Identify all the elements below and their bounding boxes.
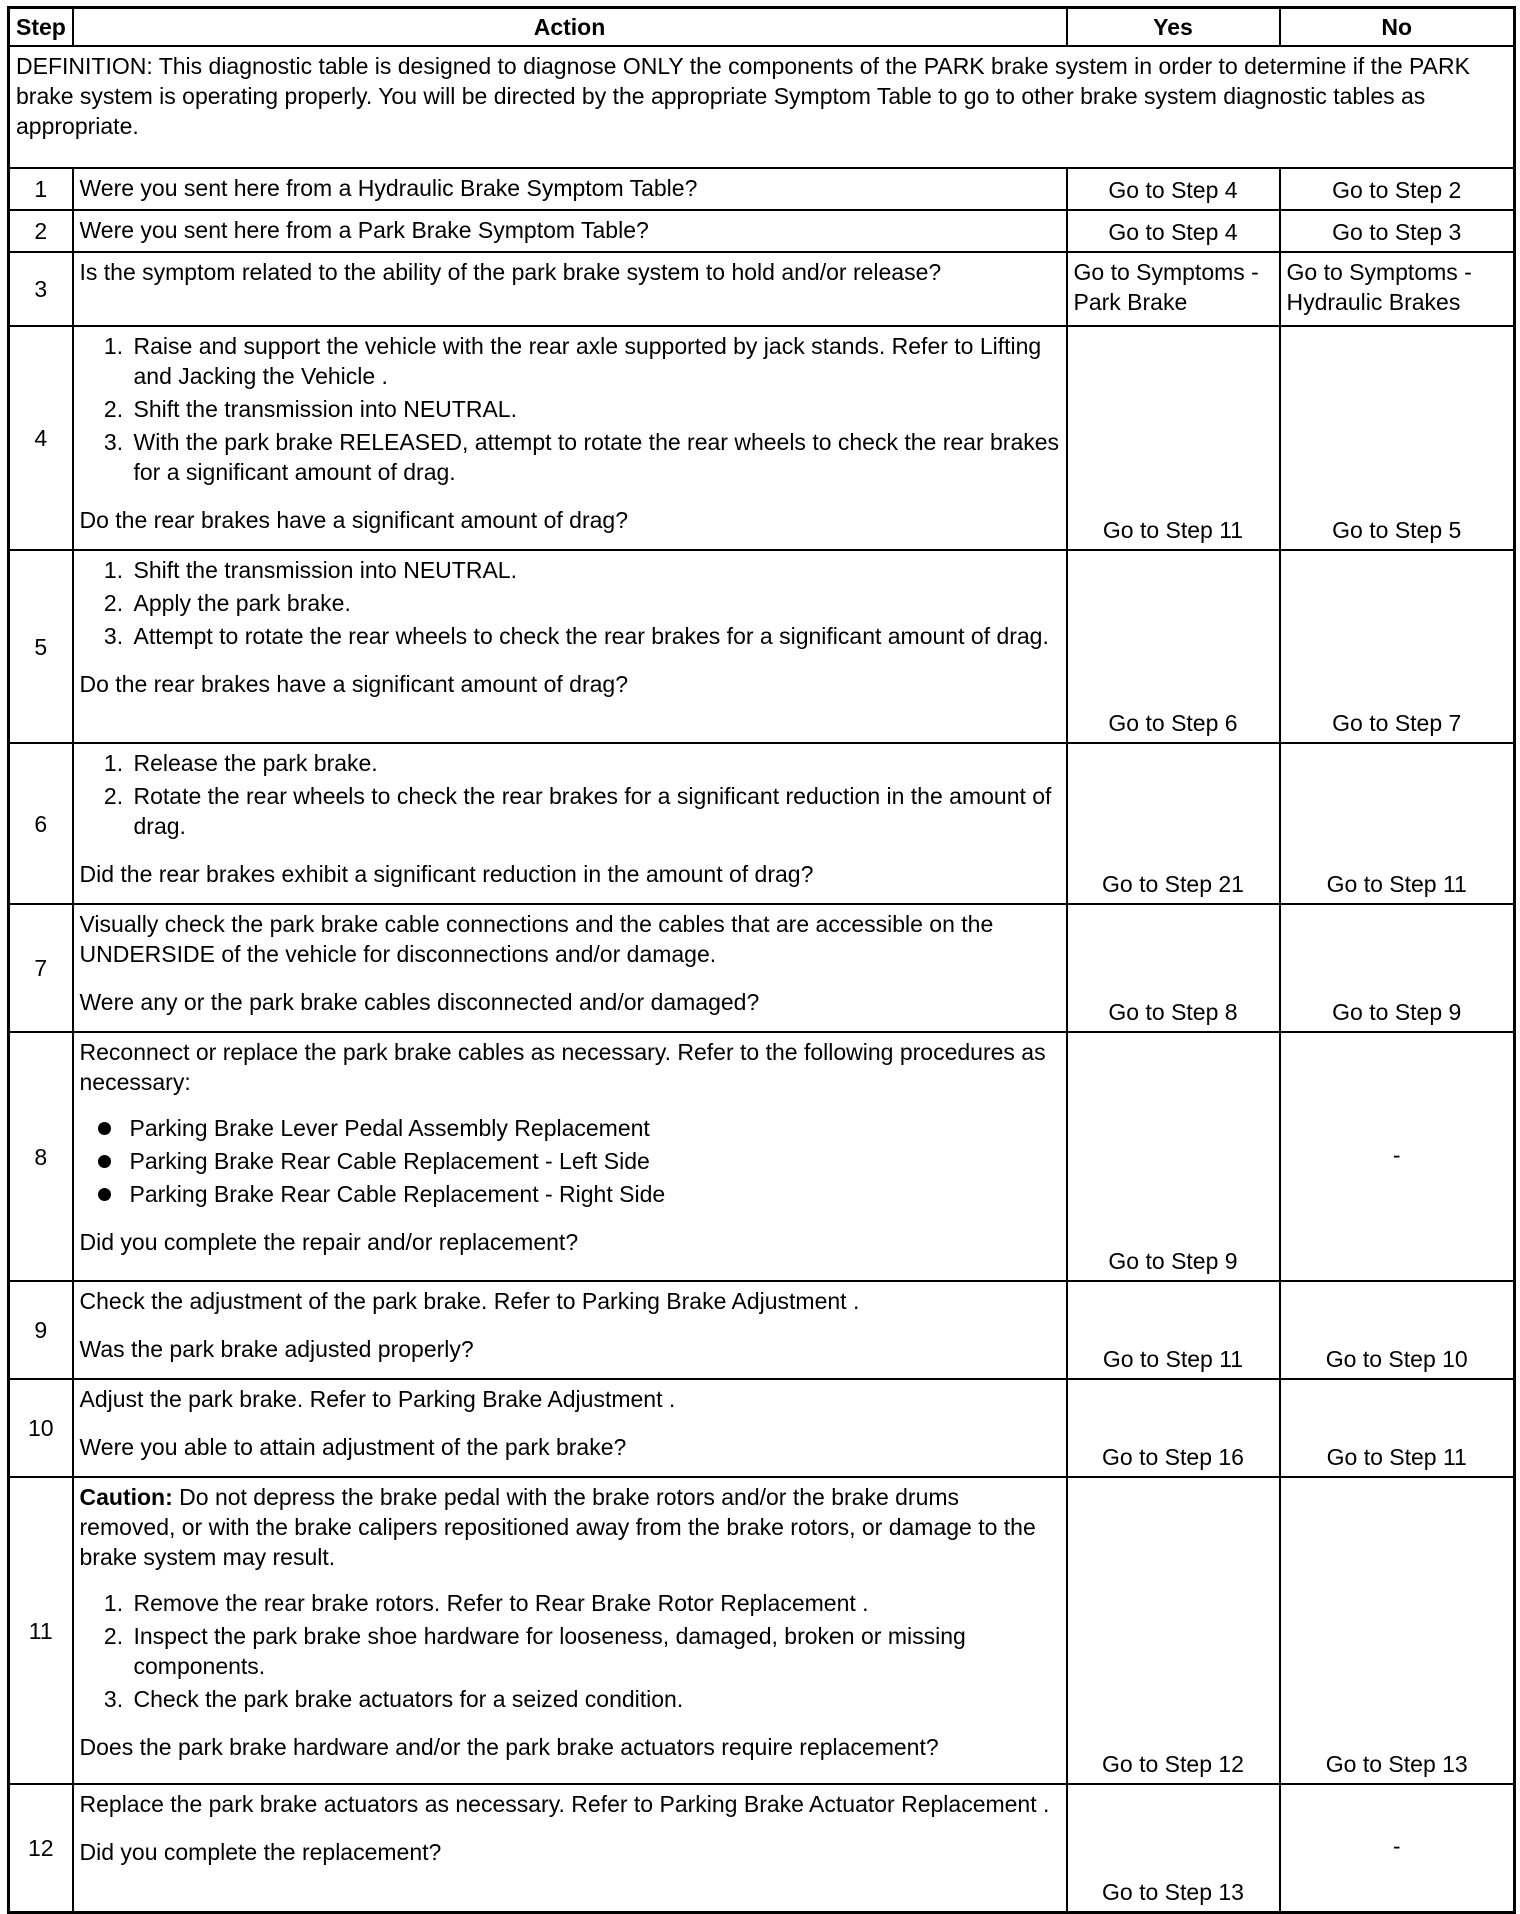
step-number: 3: [9, 252, 73, 326]
action-cell: [73, 743, 1067, 904]
action-text: Were you sent here from a Hydraulic Brake Symptom Table?: [73, 168, 1067, 210]
header-row: [9, 8, 1515, 47]
yes-link[interactable]: Go to Step 4: [1067, 210, 1280, 252]
header-no: No: [1280, 8, 1515, 47]
list-item: 1. Raise and support the vehicle with the rear axle supported by jack stands. Refer to Lifting and Jacking the Vehicle .: [130, 331, 1060, 391]
no-link[interactable]: Go to Step 11: [1280, 1379, 1515, 1477]
action-cell: [73, 1032, 1067, 1281]
action-text: Reconnect or replace the park brake cables as necessary. Refer to the following procedures as necessary:: [79, 1039, 1046, 1095]
list-item: 1. Remove the rear brake rotors. Refer to Rear Brake Rotor Replacement .: [130, 1588, 1060, 1618]
list-item: 2. Apply the park brake.: [130, 588, 1060, 618]
action-text: Replace the park brake actuators as necessary. Refer to Parking Brake Actuator Replacement .: [79, 1791, 1050, 1817]
yes-link[interactable]: Go to Step 21: [1067, 743, 1280, 904]
action-cell: [73, 326, 1067, 550]
step-number: 10: [9, 1379, 73, 1477]
table-row: [9, 1379, 1515, 1477]
yes-link[interactable]: Go to Step 9: [1067, 1032, 1280, 1281]
question-text: Do the rear brakes have a significant amount of drag?: [79, 507, 628, 533]
no-link[interactable]: Go to Step 10: [1280, 1281, 1515, 1379]
question-text: Did you complete the replacement?: [79, 1839, 442, 1865]
step-number: 12: [9, 1784, 73, 1912]
step-number: 11: [9, 1477, 73, 1784]
table-row: [9, 326, 1515, 550]
action-cell: [73, 1477, 1067, 1784]
action-text: Were you sent here from a Park Brake Symptom Table?: [73, 210, 1067, 252]
question-text: Were you able to attain adjustment of the park brake?: [79, 1434, 627, 1460]
yes-link[interactable]: Go to Step 13: [1067, 1784, 1280, 1912]
question-text: Did the rear brakes exhibit a significant reduction in the amount of drag?: [79, 861, 814, 887]
question-text: Do the rear brakes have a significant amount of drag?: [79, 671, 628, 697]
definition-row: [9, 46, 1515, 168]
procedure-list: [80, 555, 1060, 651]
list-item: 1. Shift the transmission into NEUTRAL.: [130, 555, 1060, 585]
procedure-link[interactable]: Parking Brake Rear Cable Replacement - Left Side: [130, 1146, 1060, 1176]
header-yes: Yes: [1067, 8, 1280, 47]
procedure-link[interactable]: Parking Brake Lever Pedal Assembly Replacement: [130, 1113, 1060, 1143]
yes-link[interactable]: Go to Step 16: [1067, 1379, 1280, 1477]
action-text: Is the symptom related to the ability of the park brake system to hold and/or release?: [73, 252, 1067, 326]
yes-link[interactable]: Go to Step 4: [1067, 168, 1280, 210]
no-value: -: [1280, 1032, 1515, 1281]
step-number: 6: [9, 743, 73, 904]
table-row: [9, 1784, 1515, 1912]
step-number: 1: [9, 168, 73, 210]
list-item: 1. Release the park brake.: [130, 748, 1060, 778]
yes-link[interactable]: Go to Step 12: [1067, 1477, 1280, 1784]
step-number: 7: [9, 904, 73, 1032]
header-action: Action: [73, 8, 1067, 47]
no-link[interactable]: Go to Step 2: [1280, 168, 1515, 210]
table-row: [9, 743, 1515, 904]
caution-note: [80, 1482, 1060, 1572]
definition-text: DEFINITION: This diagnostic table is designed to diagnose ONLY the components of the PARK brake system in order to determine if the PARK brake system is operating properly. You will be directed by the appropriate Symptom Table to go to other brake system diagnostic tables as appropriate.: [9, 46, 1515, 168]
list-item: 3. With the park brake RELEASED, attempt to rotate the rear wheels to check the rear brakes for a significant amount of drag.: [130, 427, 1060, 487]
diagnostic-table: [7, 6, 1516, 1914]
yes-link[interactable]: Go to Step 8: [1067, 904, 1280, 1032]
yes-link[interactable]: Go to Step 11: [1067, 1281, 1280, 1379]
action-cell: [73, 904, 1067, 1032]
list-item: 2. Inspect the park brake shoe hardware for looseness, damaged, broken or missing components.: [130, 1621, 1060, 1681]
no-link[interactable]: Go to Step 5: [1280, 326, 1515, 550]
table-row: [9, 210, 1515, 252]
yes-link[interactable]: Go to Step 11: [1067, 326, 1280, 550]
action-cell: [73, 1281, 1067, 1379]
action-text: Adjust the park brake. Refer to Parking Brake Adjustment .: [79, 1386, 676, 1412]
procedure-links: [80, 1113, 1060, 1209]
action-cell: [73, 1379, 1067, 1477]
procedure-list: [80, 331, 1060, 487]
action-cell: [73, 1784, 1067, 1912]
step-number: 2: [9, 210, 73, 252]
no-link[interactable]: Go to Step 7: [1280, 550, 1515, 743]
procedure-list: [80, 748, 1060, 841]
list-item: 3. Check the park brake actuators for a seized condition.: [130, 1684, 1060, 1714]
procedure-list: [80, 1588, 1060, 1714]
yes-link[interactable]: Go to Symptoms - Park Brake: [1067, 252, 1280, 326]
header-step: Step: [9, 8, 73, 47]
table-row: [9, 1281, 1515, 1379]
action-text: Check the adjustment of the park brake. Refer to Parking Brake Adjustment .: [79, 1288, 860, 1314]
no-link[interactable]: Go to Step 11: [1280, 743, 1515, 904]
table-row: [9, 550, 1515, 743]
step-number: 8: [9, 1032, 73, 1281]
step-number: 5: [9, 550, 73, 743]
caution-text: Do not depress the brake pedal with the brake rotors and/or the brake drums removed, or with the brake calipers repositioned away from the brake rotors, or damage to the brake system may result.: [79, 1484, 1036, 1570]
action-cell: [73, 550, 1067, 743]
no-value: -: [1280, 1784, 1515, 1912]
list-item: 3. Attempt to rotate the rear wheels to check the rear brakes for a significant amount of drag.: [130, 621, 1060, 651]
caution-label: Caution:: [79, 1484, 173, 1510]
list-item: 2. Rotate the rear wheels to check the rear brakes for a significant reduction in the amount of drag.: [130, 781, 1060, 841]
no-link[interactable]: Go to Step 9: [1280, 904, 1515, 1032]
yes-link[interactable]: Go to Step 6: [1067, 550, 1280, 743]
question-text: Were any or the park brake cables disconnected and/or damaged?: [79, 989, 760, 1015]
action-text: Visually check the park brake cable connections and the cables that are accessible on the UNDERSIDE of the vehicle for disconnections and/or damage.: [79, 911, 994, 967]
list-item: 2. Shift the transmission into NEUTRAL.: [130, 394, 1060, 424]
question-text: Does the park brake hardware and/or the park brake actuators require replacement?: [79, 1734, 939, 1760]
no-link[interactable]: Go to Symptoms - Hydraulic Brakes: [1280, 252, 1515, 326]
step-number: 4: [9, 326, 73, 550]
no-link[interactable]: Go to Step 3: [1280, 210, 1515, 252]
table-row: [9, 168, 1515, 210]
table-row: [9, 904, 1515, 1032]
no-link[interactable]: Go to Step 13: [1280, 1477, 1515, 1784]
question-text: Was the park brake adjusted properly?: [79, 1336, 474, 1362]
table-row: [9, 1477, 1515, 1784]
table-row: [9, 252, 1515, 326]
question-text: Did you complete the repair and/or replacement?: [79, 1229, 579, 1255]
step-number: 9: [9, 1281, 73, 1379]
table-row: [9, 1032, 1515, 1281]
procedure-link[interactable]: Parking Brake Rear Cable Replacement - Right Side: [130, 1179, 1060, 1209]
